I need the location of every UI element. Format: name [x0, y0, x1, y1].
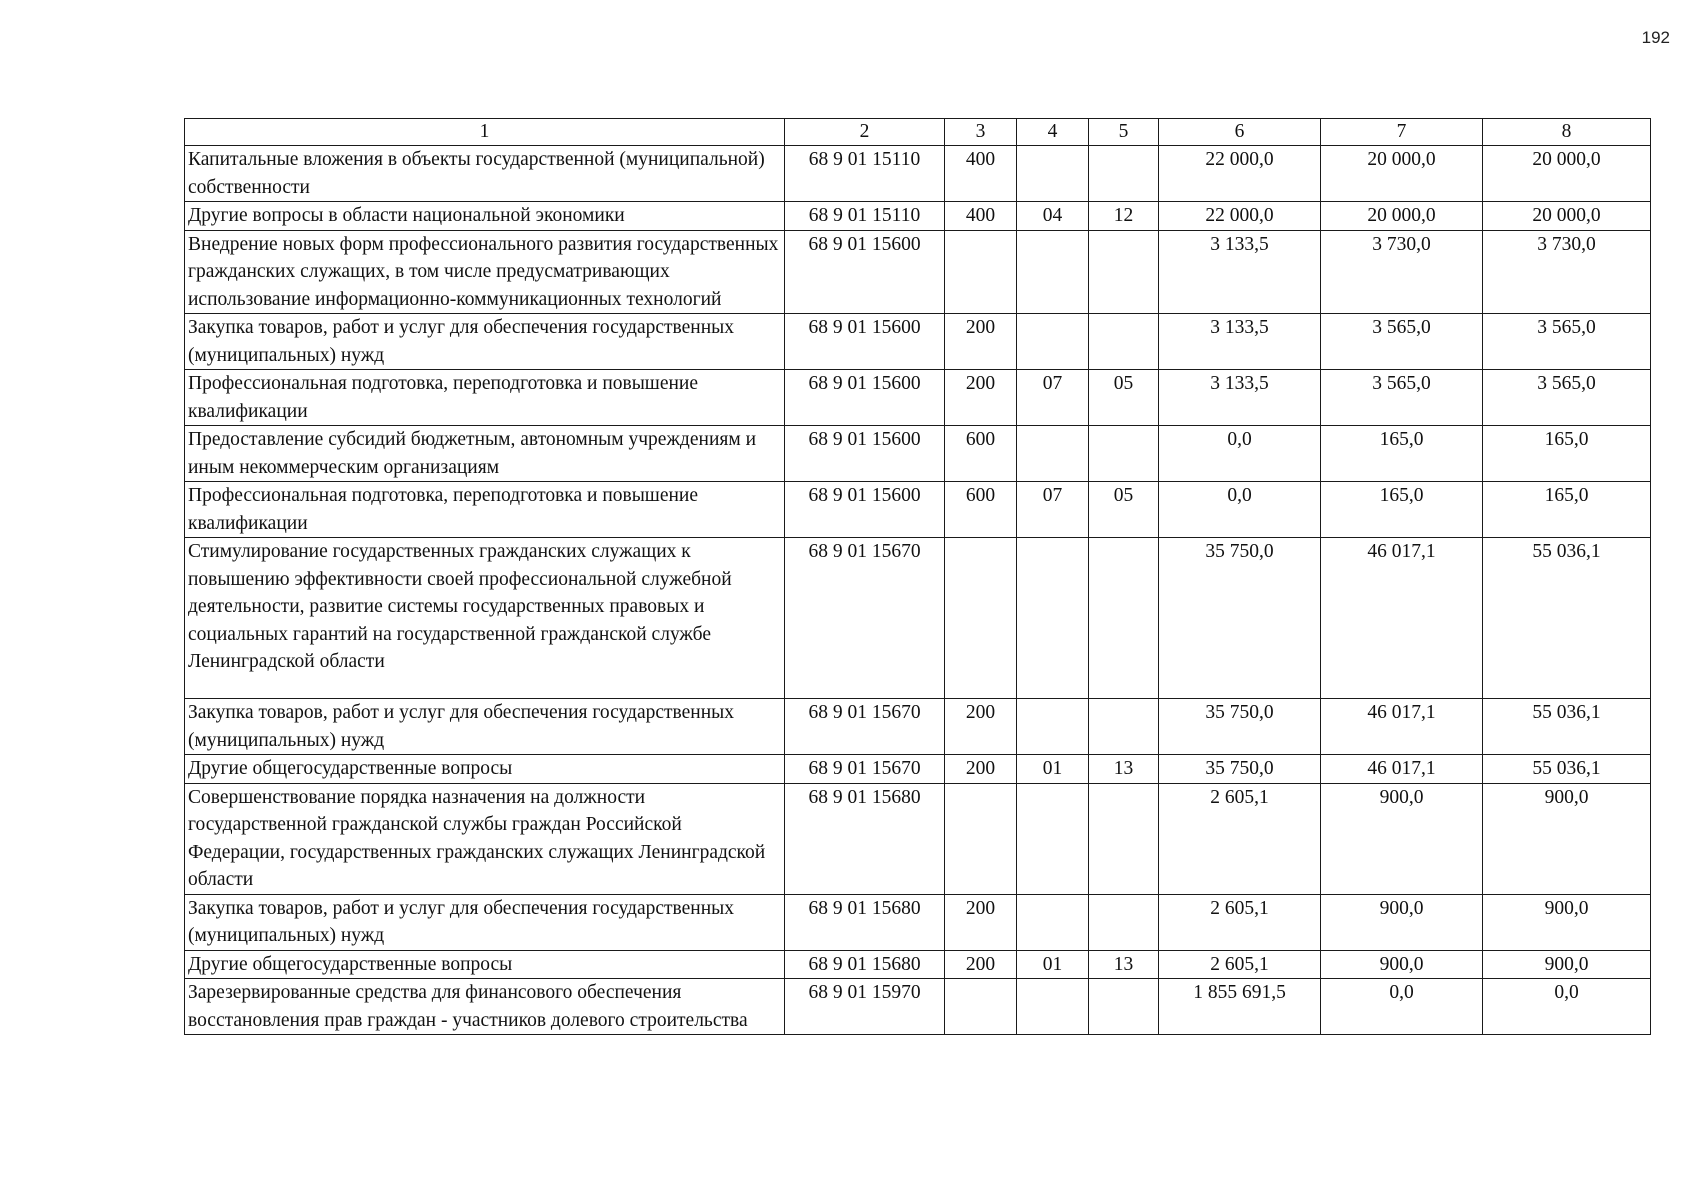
row-name: Профессиональная подготовка, переподготовка и повышение квалификации: [185, 370, 785, 426]
amount-col-7: 46 017,1: [1321, 755, 1483, 784]
target-article-code: 68 9 01 15670: [785, 538, 945, 699]
row-name: Внедрение новых форм профессионального развития государственных гражданских служащих, в том числе предусматривающих использование информационно-коммуникационных технологий: [185, 230, 785, 314]
expense-type-code: 200: [945, 755, 1017, 784]
target-article-code: 68 9 01 15680: [785, 894, 945, 950]
amount-col-6: 0,0: [1159, 426, 1321, 482]
table-row: [185, 783, 1651, 894]
amount-col-8: 900,0: [1483, 894, 1651, 950]
page-number: 192: [1641, 28, 1670, 47]
amount-col-8: 20 000,0: [1483, 146, 1651, 202]
table-row: [185, 314, 1651, 370]
amount-col-6: 2 605,1: [1159, 950, 1321, 979]
amount-col-7: 20 000,0: [1321, 146, 1483, 202]
amount-col-8: 3 565,0: [1483, 314, 1651, 370]
amount-col-7: 46 017,1: [1321, 699, 1483, 755]
expense-type-code: [945, 783, 1017, 894]
target-article-code: 68 9 01 15680: [785, 950, 945, 979]
column-header-3: 3: [945, 119, 1017, 146]
amount-col-7: 900,0: [1321, 894, 1483, 950]
amount-col-6: 35 750,0: [1159, 755, 1321, 784]
row-name: Профессиональная подготовка, переподготовка и повышение квалификации: [185, 482, 785, 538]
section-code: 01: [1017, 950, 1089, 979]
expense-type-code: [945, 979, 1017, 1035]
table-row: [185, 950, 1651, 979]
table-row: [185, 426, 1651, 482]
row-name: Предоставление субсидий бюджетным, автономным учреждениям и иным некоммерческим организациям: [185, 426, 785, 482]
amount-col-7: 165,0: [1321, 426, 1483, 482]
amount-col-7: 900,0: [1321, 950, 1483, 979]
subsection-code: [1089, 426, 1159, 482]
amount-col-7: 3 565,0: [1321, 314, 1483, 370]
expense-type-code: 200: [945, 950, 1017, 979]
column-header-8: 8: [1483, 119, 1651, 146]
amount-col-6: 3 133,5: [1159, 230, 1321, 314]
expense-type-code: 200: [945, 699, 1017, 755]
row-name: Стимулирование государственных гражданских служащих к повышению эффективности своей профессиональной служебной деятельности, развитие системы государственных правовых и социальных гарантий на государственной гражданской службе Ленинградской области: [185, 538, 785, 699]
amount-col-7: 165,0: [1321, 482, 1483, 538]
subsection-code: [1089, 894, 1159, 950]
section-code: 07: [1017, 482, 1089, 538]
target-article-code: 68 9 01 15600: [785, 482, 945, 538]
amount-col-6: 3 133,5: [1159, 314, 1321, 370]
header-row: [185, 119, 1651, 146]
amount-col-6: 0,0: [1159, 482, 1321, 538]
section-code: [1017, 426, 1089, 482]
table-row: [185, 894, 1651, 950]
amount-col-6: 22 000,0: [1159, 202, 1321, 231]
subsection-code: 13: [1089, 950, 1159, 979]
expense-type-code: [945, 230, 1017, 314]
subsection-code: [1089, 314, 1159, 370]
table-row: [185, 370, 1651, 426]
target-article-code: 68 9 01 15110: [785, 202, 945, 231]
amount-col-8: 165,0: [1483, 482, 1651, 538]
subsection-code: [1089, 783, 1159, 894]
section-code: 04: [1017, 202, 1089, 231]
table-row: [185, 482, 1651, 538]
section-code: [1017, 538, 1089, 699]
target-article-code: 68 9 01 15110: [785, 146, 945, 202]
amount-col-6: 35 750,0: [1159, 538, 1321, 699]
amount-col-8: 20 000,0: [1483, 202, 1651, 231]
table-row: [185, 979, 1651, 1035]
subsection-code: [1089, 699, 1159, 755]
subsection-code: [1089, 230, 1159, 314]
amount-col-8: 900,0: [1483, 950, 1651, 979]
amount-col-7: 0,0: [1321, 979, 1483, 1035]
section-code: [1017, 979, 1089, 1035]
subsection-code: 12: [1089, 202, 1159, 231]
subsection-code: 13: [1089, 755, 1159, 784]
amount-col-7: 20 000,0: [1321, 202, 1483, 231]
row-name: Зарезервированные средства для финансового обеспечения восстановления прав граждан - участников долевого строительства: [185, 979, 785, 1035]
column-header-1: 1: [185, 119, 785, 146]
column-header-2: 2: [785, 119, 945, 146]
row-name: Другие вопросы в области национальной экономики: [185, 202, 785, 231]
expense-type-code: 200: [945, 370, 1017, 426]
target-article-code: 68 9 01 15600: [785, 314, 945, 370]
section-code: [1017, 699, 1089, 755]
expense-type-code: [945, 538, 1017, 699]
subsection-code: [1089, 979, 1159, 1035]
target-article-code: 68 9 01 15670: [785, 755, 945, 784]
section-code: [1017, 230, 1089, 314]
section-code: 01: [1017, 755, 1089, 784]
section-code: 07: [1017, 370, 1089, 426]
table-row: [185, 230, 1651, 314]
table-row: [185, 146, 1651, 202]
row-name: Капитальные вложения в объекты государственной (муниципальной) собственности: [185, 146, 785, 202]
row-name: Закупка товаров, работ и услуг для обеспечения государственных (муниципальных) нужд: [185, 894, 785, 950]
row-name: Другие общегосударственные вопросы: [185, 755, 785, 784]
amount-col-6: 1 855 691,5: [1159, 979, 1321, 1035]
expense-type-code: 400: [945, 146, 1017, 202]
section-code: [1017, 783, 1089, 894]
table-row: [185, 755, 1651, 784]
section-code: [1017, 146, 1089, 202]
amount-col-6: 2 605,1: [1159, 783, 1321, 894]
target-article-code: 68 9 01 15670: [785, 699, 945, 755]
amount-col-7: 3 730,0: [1321, 230, 1483, 314]
subsection-code: [1089, 538, 1159, 699]
amount-col-6: 35 750,0: [1159, 699, 1321, 755]
amount-col-8: 0,0: [1483, 979, 1651, 1035]
table-row: [185, 538, 1651, 699]
amount-col-8: 900,0: [1483, 783, 1651, 894]
expense-type-code: 600: [945, 426, 1017, 482]
amount-col-8: 55 036,1: [1483, 699, 1651, 755]
target-article-code: 68 9 01 15680: [785, 783, 945, 894]
budget-table: [184, 118, 1651, 1035]
column-header-5: 5: [1089, 119, 1159, 146]
expense-type-code: 400: [945, 202, 1017, 231]
row-name: Другие общегосударственные вопросы: [185, 950, 785, 979]
expense-type-code: 600: [945, 482, 1017, 538]
subsection-code: 05: [1089, 482, 1159, 538]
row-name: Закупка товаров, работ и услуг для обеспечения государственных (муниципальных) нужд: [185, 699, 785, 755]
amount-col-8: 3 565,0: [1483, 370, 1651, 426]
amount-col-7: 46 017,1: [1321, 538, 1483, 699]
amount-col-7: 900,0: [1321, 783, 1483, 894]
target-article-code: 68 9 01 15600: [785, 230, 945, 314]
subsection-code: [1089, 146, 1159, 202]
expense-type-code: 200: [945, 314, 1017, 370]
section-code: [1017, 894, 1089, 950]
target-article-code: 68 9 01 15970: [785, 979, 945, 1035]
target-article-code: 68 9 01 15600: [785, 426, 945, 482]
section-code: [1017, 314, 1089, 370]
amount-col-8: 165,0: [1483, 426, 1651, 482]
column-header-4: 4: [1017, 119, 1089, 146]
amount-col-8: 3 730,0: [1483, 230, 1651, 314]
target-article-code: 68 9 01 15600: [785, 370, 945, 426]
column-header-7: 7: [1321, 119, 1483, 146]
row-name: Закупка товаров, работ и услуг для обеспечения государственных (муниципальных) нужд: [185, 314, 785, 370]
amount-col-6: 2 605,1: [1159, 894, 1321, 950]
table-row: [185, 202, 1651, 231]
expense-type-code: 200: [945, 894, 1017, 950]
column-header-6: 6: [1159, 119, 1321, 146]
amount-col-8: 55 036,1: [1483, 755, 1651, 784]
subsection-code: 05: [1089, 370, 1159, 426]
amount-col-6: 3 133,5: [1159, 370, 1321, 426]
amount-col-7: 3 565,0: [1321, 370, 1483, 426]
amount-col-8: 55 036,1: [1483, 538, 1651, 699]
row-name: Совершенствование порядка назначения на должности государственной гражданской службы граждан Российской Федерации, государственных гражданских служащих Ленинградской области: [185, 783, 785, 894]
table-row: [185, 699, 1651, 755]
amount-col-6: 22 000,0: [1159, 146, 1321, 202]
